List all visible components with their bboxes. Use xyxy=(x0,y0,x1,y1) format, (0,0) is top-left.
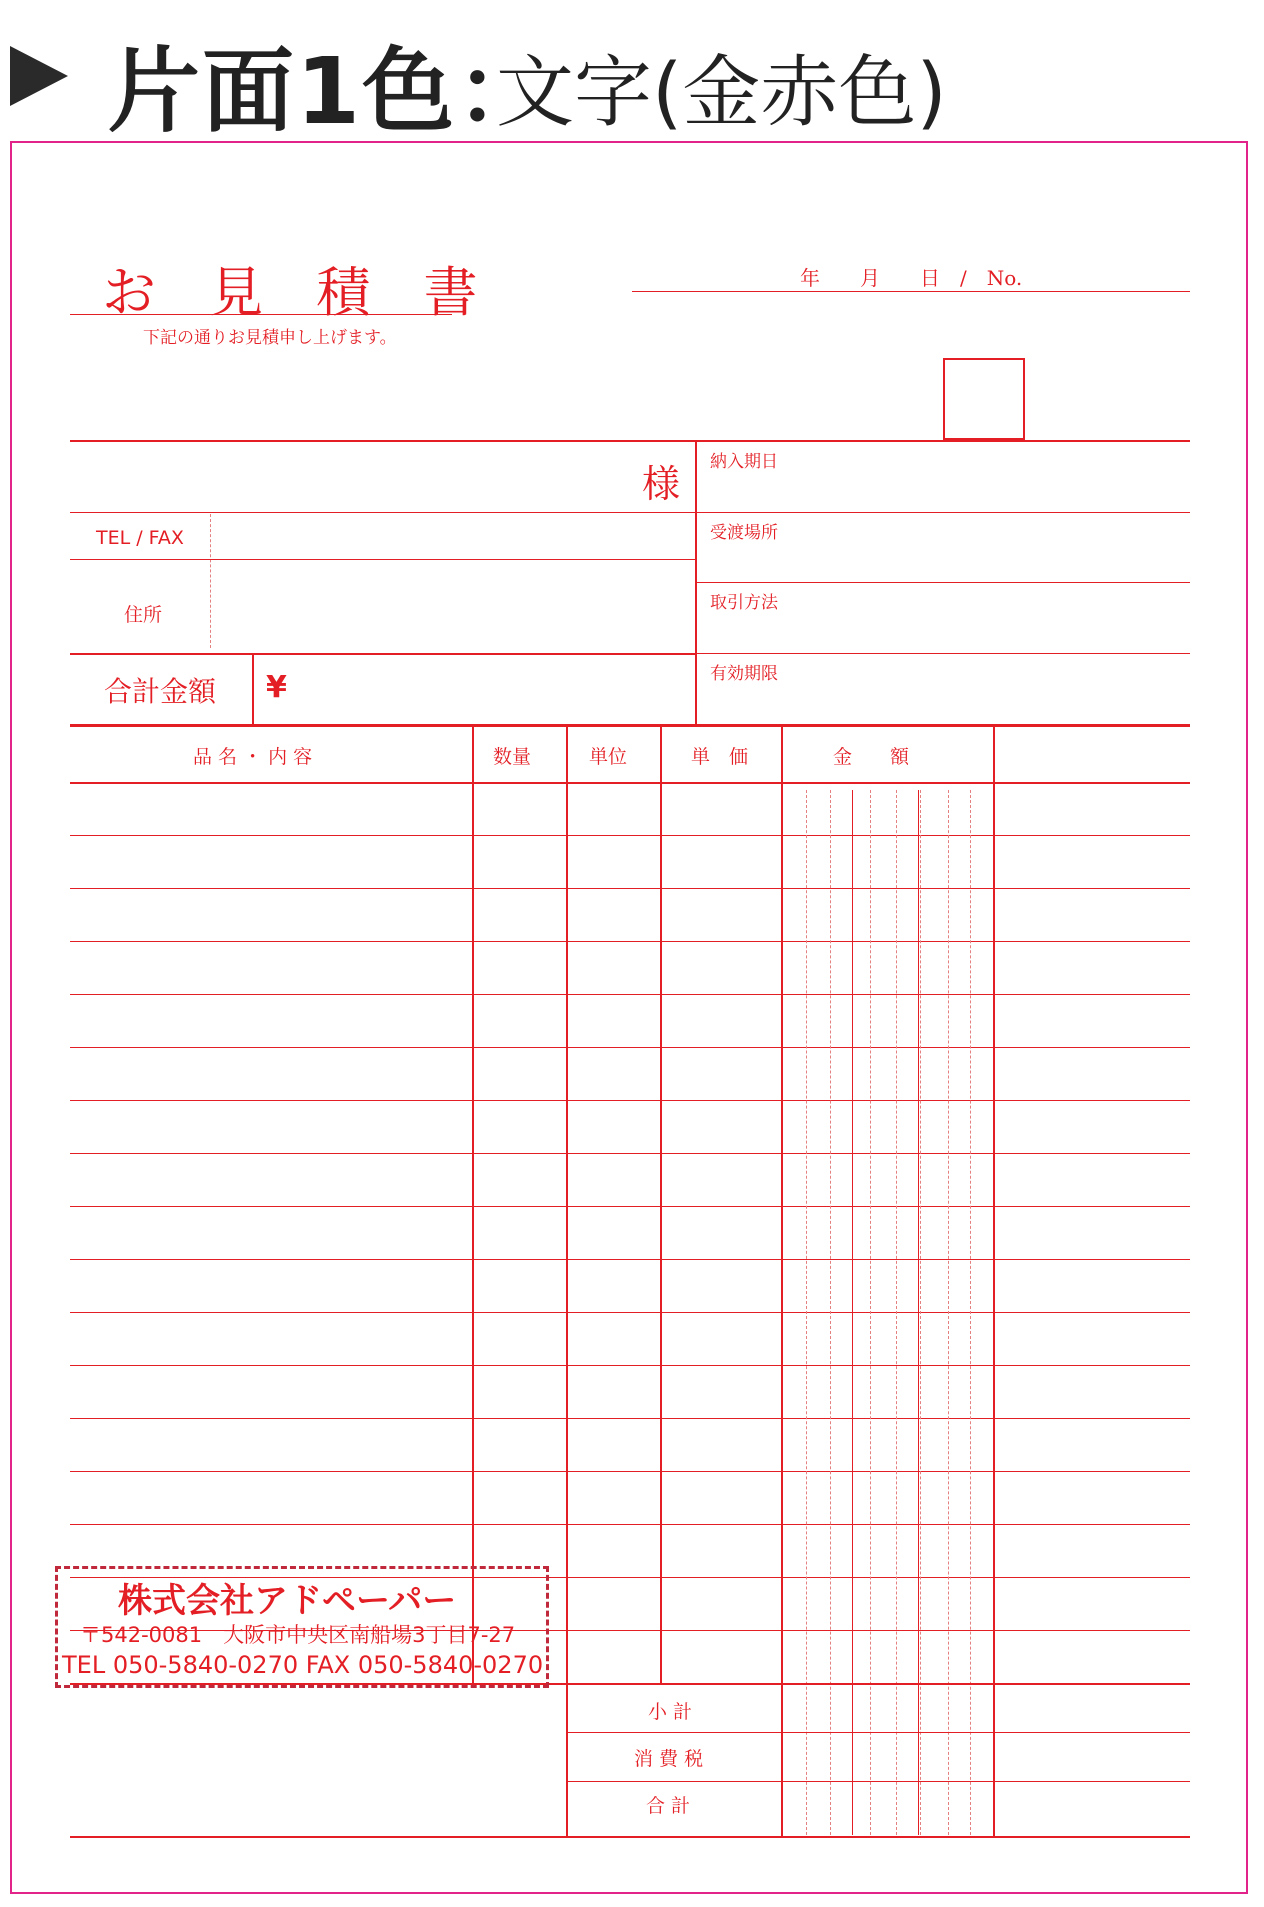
amount-digit-line xyxy=(970,790,971,1835)
info-top-line xyxy=(70,440,1190,442)
col-header-amount: 金 額 xyxy=(833,746,910,768)
page-banner xyxy=(0,0,1264,145)
date-underline xyxy=(632,291,1190,292)
right-line-2 xyxy=(695,582,1190,583)
table-top-line xyxy=(70,724,1190,727)
field-delivery-date: 納入期日 xyxy=(710,452,778,472)
table-row-line xyxy=(70,1418,1190,1419)
summary-tax: 消 費 税 xyxy=(634,1748,704,1770)
customer-line xyxy=(70,512,695,513)
summary-row-line xyxy=(566,1781,1190,1782)
label-dash-divider xyxy=(210,514,211,648)
tel-fax-label: TEL / FAX xyxy=(96,527,184,549)
amount-group-line xyxy=(918,790,919,1835)
table-column-line xyxy=(660,724,662,1683)
company-address: 〒542-0081 大阪市中央区南船場3丁目7-27 xyxy=(80,1623,516,1647)
table-row-line xyxy=(70,888,1190,889)
date-number-line: 年 月 日 / No. xyxy=(800,266,1023,290)
company-name: 株式会社アドペーパー xyxy=(118,1581,457,1621)
total-divider xyxy=(252,653,254,725)
amount-group-line xyxy=(852,790,853,1835)
col-header-qty: 数量 xyxy=(493,746,532,768)
form-bottom-line xyxy=(70,1836,1190,1838)
title-underline xyxy=(70,314,452,315)
yen-symbol: ¥ xyxy=(266,670,287,705)
summary-subtotal: 小 計 xyxy=(648,1701,693,1723)
col-header-item: 品 名 ・ 内 容 xyxy=(193,746,313,768)
table-row-line xyxy=(70,1100,1190,1101)
table-row-line xyxy=(70,994,1190,995)
table-row-line xyxy=(70,1153,1190,1154)
amount-digit-line xyxy=(870,790,871,1835)
table-row-line xyxy=(70,1047,1190,1048)
table-row-line xyxy=(70,1524,1190,1525)
total-amount-label: 合計金額 xyxy=(104,675,217,708)
col-header-unit-price: 単 価 xyxy=(691,746,749,768)
company-contact: TEL 050-5840-0270 FAX 050-5840-0270 xyxy=(62,1651,544,1679)
summary-total: 合 計 xyxy=(646,1795,691,1817)
table-row-line xyxy=(70,1259,1190,1260)
summary-column-line xyxy=(781,1683,783,1838)
right-line-1 xyxy=(695,512,1190,513)
col-header-unit: 単位 xyxy=(589,746,628,768)
field-payment-method: 取引方法 xyxy=(710,593,778,613)
right-line-3 xyxy=(695,653,1190,654)
banner-title-bold: 片面1色： xyxy=(108,38,551,145)
amount-digit-line xyxy=(920,790,921,1835)
banner-title-normal: 文字(金赤色) xyxy=(496,48,947,138)
total-top-line xyxy=(70,653,695,655)
table-row-line xyxy=(70,1206,1190,1207)
amount-digit-line xyxy=(830,790,831,1835)
table-column-line xyxy=(472,724,474,1683)
table-row-line xyxy=(70,1365,1190,1366)
field-valid-until: 有効期限 xyxy=(710,664,778,684)
table-column-line xyxy=(781,724,783,1683)
table-row-line xyxy=(70,941,1190,942)
table-header-line xyxy=(70,782,1190,784)
amount-digit-line xyxy=(896,790,897,1835)
table-row-line xyxy=(70,835,1190,836)
table-column-line xyxy=(993,724,995,1683)
summary-column-line xyxy=(566,1683,568,1838)
table-column-line xyxy=(566,724,568,1683)
amount-digit-line xyxy=(948,790,949,1835)
table-row-line xyxy=(70,1312,1190,1313)
customer-suffix: 様 xyxy=(642,462,681,506)
form-subtitle: 下記の通りお見積申し上げます。 xyxy=(143,328,397,348)
amount-digit-line xyxy=(806,790,807,1835)
summary-row-line xyxy=(566,1732,1190,1733)
form-title: お 見 積 書 xyxy=(102,261,496,324)
seal-box xyxy=(943,358,1025,440)
address-label: 住所 xyxy=(124,604,163,626)
table-row-line xyxy=(70,1471,1190,1472)
field-delivery-place: 受渡場所 xyxy=(710,523,778,543)
tel-line xyxy=(70,559,695,560)
play-triangle-icon xyxy=(10,46,68,106)
summary-column-line xyxy=(993,1683,995,1838)
company-stamp xyxy=(55,1566,549,1688)
